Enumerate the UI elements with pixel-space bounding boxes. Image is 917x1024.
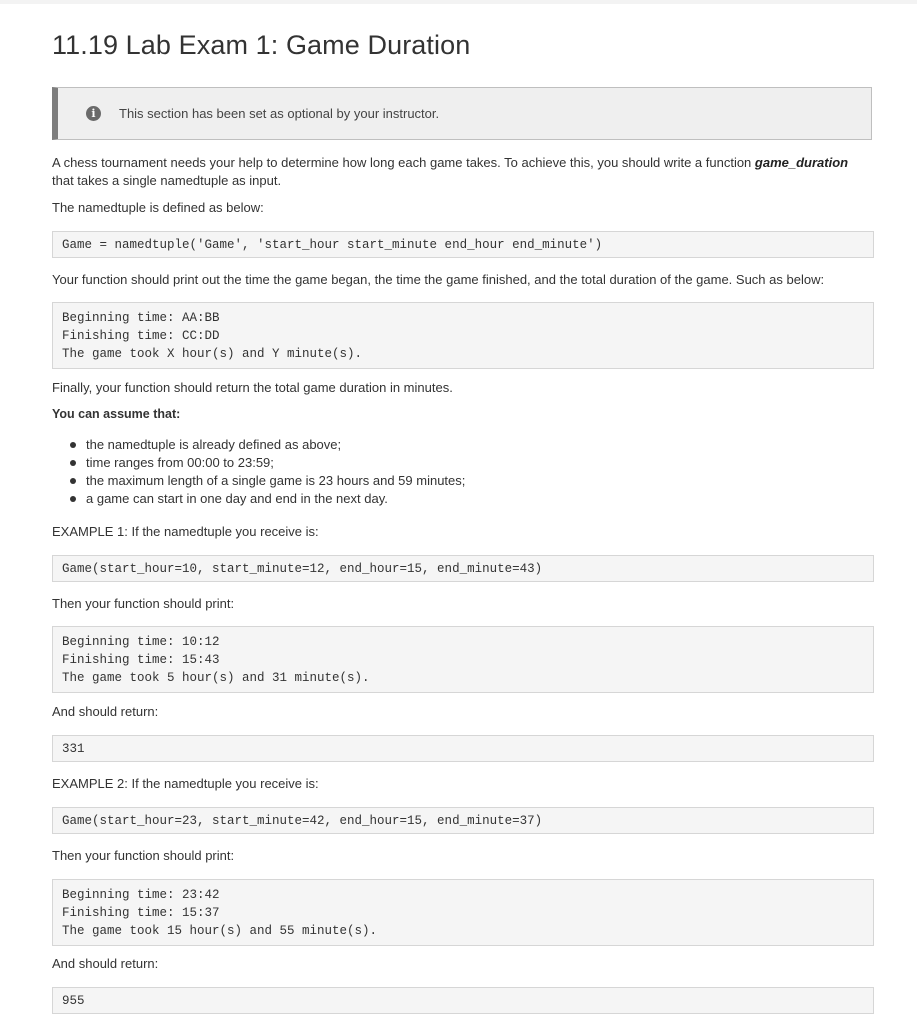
code-line: Finishing time: 15:37 xyxy=(62,906,220,920)
intro-paragraph xyxy=(52,154,867,190)
code-line: Game(start_hour=10, start_minute=12, end_hour=15, end_minute=43) xyxy=(62,562,543,576)
code-line: The game took X hour(s) and Y minute(s). xyxy=(62,347,363,361)
list-item: a game can start in one day and end in the next day. xyxy=(86,490,465,508)
top-divider xyxy=(0,0,917,4)
function-name: game_duration xyxy=(754,155,849,170)
list-item: time ranges from 00:00 to 23:59; xyxy=(86,454,465,472)
list-item: the namedtuple is already defined as above; xyxy=(86,436,465,454)
example-1-return-block xyxy=(52,735,874,762)
list-item: the maximum length of a single game is 23 hours and 59 minutes; xyxy=(86,472,465,490)
intro-text-after: that takes a single namedtuple as input. xyxy=(52,173,282,188)
example-2-input-block xyxy=(52,807,874,834)
bullet-icon xyxy=(70,478,76,484)
example-2-heading: EXAMPLE 2: If the namedtuple you receive is: xyxy=(52,776,319,791)
optional-notice xyxy=(52,87,872,140)
bullet-icon xyxy=(70,460,76,466)
example-2-return-block xyxy=(52,987,874,1014)
code-line: The game took 5 hour(s) and 31 minute(s). xyxy=(62,671,370,685)
definition-code-block xyxy=(52,231,874,258)
intro-text-before: A chess tournament needs your help to determine how long each game takes. To achieve this, you should write a function xyxy=(52,155,755,170)
example-1-output-block xyxy=(52,626,874,693)
code-line: Beginning time: AA:BB xyxy=(62,311,220,325)
code-line: Beginning time: 23:42 xyxy=(62,888,220,902)
print-description: Your function should print out the time the game began, the time the game finished, and the total duration of the game. Such as below: xyxy=(52,272,825,287)
code-line: Game = namedtuple('Game', 'start_hour start_minute end_hour end_minute') xyxy=(62,238,603,252)
code-line: The game took 15 hour(s) and 55 minute(s). xyxy=(62,924,378,938)
return-description: Finally, your function should return the total game duration in minutes. xyxy=(52,380,453,395)
code-line: Finishing time: CC:DD xyxy=(62,329,220,343)
notice-text: This section has been set as optional by your instructor. xyxy=(119,106,440,121)
code-line: Game(start_hour=23, start_minute=42, end_hour=15, end_minute=37) xyxy=(62,814,543,828)
example-2-output-block xyxy=(52,879,874,946)
page-title: 11.19 Lab Exam 1: Game Duration xyxy=(52,30,471,60)
assume-label: You can assume that: xyxy=(52,407,181,421)
code-line: Finishing time: 15:43 xyxy=(62,653,220,667)
code-line: 955 xyxy=(62,994,85,1008)
code-line: 331 xyxy=(62,742,85,756)
bullet-icon xyxy=(70,442,76,448)
code-line: Beginning time: 10:12 xyxy=(62,635,220,649)
example-1-return-label: And should return: xyxy=(52,704,159,719)
example-2-print-label: Then your function should print: xyxy=(52,848,235,863)
example-2-return-label: And should return: xyxy=(52,956,159,971)
template-output-block xyxy=(52,302,874,369)
example-1-input-block xyxy=(52,555,874,582)
assumptions-list xyxy=(68,436,465,508)
example-1-heading: EXAMPLE 1: If the namedtuple you receive is: xyxy=(52,524,319,539)
example-1-print-label: Then your function should print: xyxy=(52,596,235,611)
bullet-icon xyxy=(70,496,76,502)
definition-label: The namedtuple is defined as below: xyxy=(52,200,264,215)
info-icon: i xyxy=(86,106,101,121)
